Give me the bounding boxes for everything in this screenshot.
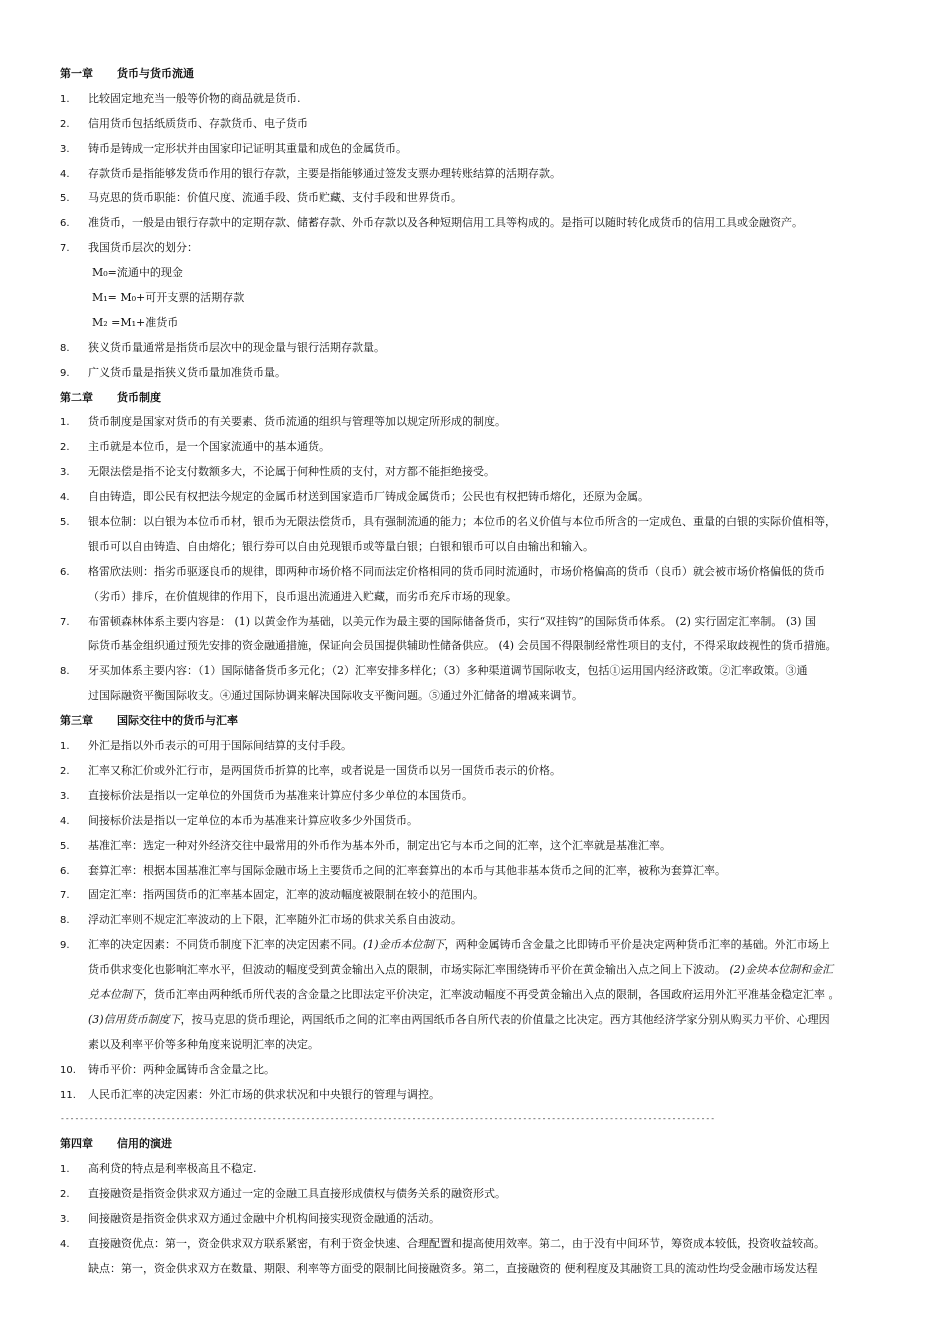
item-text: 直接融资是指资金供求双方通过一定的金融工具直接形成债权与债务关系的融资形式。	[88, 1187, 506, 1201]
item-continuation	[60, 1008, 900, 1033]
chapter-subtitle: 信用的演进	[117, 1137, 172, 1151]
item-number: 4.	[60, 815, 70, 827]
item-emphasis: (1)金币本位制下	[363, 938, 445, 952]
item-number: 6.	[60, 865, 70, 877]
item-continuation: （劣币）排斥，在价值规律的作用下，良币退出流通进入贮藏，而劣币充斥市场的现象。	[88, 589, 517, 603]
item-text: 狭义货币量通常是指货币层次中的现金量与银行活期存款量。	[88, 340, 385, 354]
item-text: 直接融资优点：第一，资金供求双方联系紧密，有利于资金快速、合理配置和提高使用效率。第二，由于没有中间环节，筹资成本较低，投资收益较高。	[88, 1236, 825, 1250]
item-continuation: 缺点：第一，资金供求双方在数量、期限、利率等方面受的限制比间接融资多。第二，直接融资的 便利程度及其融资工具的流动性均受金融市场发达程	[88, 1261, 818, 1275]
money-level-m1: M₁= M₀+可开支票的活期存款	[92, 291, 245, 305]
chapter-title: 第二章	[60, 390, 93, 404]
list-item	[60, 933, 900, 958]
list-item	[60, 659, 900, 684]
chapter-1-heading	[60, 62, 900, 87]
list-item	[60, 759, 900, 784]
item-text: 货币制度是国家对货币的有关要素、货币流通的组织与管理等加以规定所形成的制度。	[88, 415, 506, 429]
list-item	[60, 734, 900, 759]
item-text: 固定汇率：指两国货币的汇率基本固定，汇率的波动幅度被限制在较小的范围内。	[88, 888, 484, 902]
item-number: 4.	[60, 168, 70, 180]
item-number: 11.	[60, 1089, 76, 1101]
item-text: 布雷顿森林体系主要内容是： (1) 以黄金作为基础，以美元作为最主要的国际储备货币，实行“双挂钩”的国际货币体系。 (2) 实行固定汇率制。 (3) 国	[88, 614, 816, 628]
item-text: 广义货币量是指狭义货币量加准货币量。	[88, 365, 286, 379]
item-continuation: 过国际融资平衡国际收支。④通过国际协调来解决国际收支平衡问题。⑤通过外汇储备的增减来调节。	[88, 689, 583, 703]
item-text: 准货币，一般是由银行存款中的定期存款、储蓄存款、外币存款以及各种短期信用工具等构成的。是指可以随时转化成货币的信用工具或金融资产。	[88, 216, 803, 230]
item-text: 铸币是铸成一定形状并由国家印记证明其重量和成色的金属货币。	[88, 141, 407, 155]
list-item	[60, 112, 900, 137]
item-number: 3.	[60, 790, 70, 802]
item-text: 货币供求变化也影响汇率水平，但波动的幅度受到黄金输出入点的限制，市场实际汇率围绕铸币平价在黄金输出入点之间上下波动。	[88, 963, 730, 977]
list-item	[60, 908, 900, 933]
item-number: 7.	[60, 243, 70, 255]
item-text: 高利贷的特点是利率极高且不稳定.	[88, 1162, 257, 1176]
item-number: 3.	[60, 1213, 70, 1225]
list-item	[60, 610, 900, 635]
item-text: 无限法偿是指不论支付数额多大，不论属于何种性质的支付，对方都不能拒绝接受。	[88, 465, 495, 479]
item-text: 汇率又称汇价或外汇行市，是两国货币折算的比率，或者说是一国货币以另一国货币表示的价格。	[88, 763, 561, 777]
item-text: ，按马克思的货币理论，两国纸币之间的汇率由两国纸币各自所代表的价值量之比决定。西方其他经济学家分别从购买力平价、心理因	[180, 1012, 830, 1026]
item-text: 直接标价法是指以一定单位的外国货币为基准来计算应付多少单位的本国货币。	[88, 788, 473, 802]
item-text: ，两种金属铸币含金量之比即铸币平价是决定两种货币汇率的基础。外汇市场上	[444, 938, 830, 952]
item-number: 8.	[60, 666, 70, 678]
item-emphasis: 兑本位制下	[88, 987, 143, 1001]
document-page	[60, 62, 900, 1282]
item-number: 1.	[60, 417, 70, 429]
item-number: 6.	[60, 566, 70, 578]
chapter-title: 第一章	[60, 67, 93, 80]
list-item	[60, 485, 900, 510]
item-text: 人民币汇率的决定因素：外汇市场的供求状况和中央银行的管理与调控。	[88, 1087, 440, 1101]
item-number: 1.	[60, 1164, 70, 1176]
list-item	[60, 361, 900, 386]
list-item	[60, 236, 900, 261]
list-item	[60, 1232, 900, 1257]
item-number: 3.	[60, 143, 70, 155]
item-number: 7.	[60, 616, 70, 628]
item-text: 存款货币是指能够发货币作用的银行存款，主要是指能够通过签发支票办理转账结算的活期存款。	[88, 166, 561, 180]
item-number: 5.	[60, 517, 70, 529]
list-item	[60, 186, 900, 211]
item-number: 2.	[60, 118, 70, 130]
list-item	[60, 336, 900, 361]
item-text: ，货币汇率由两种纸币所代表的含金量之比即法定平价决定，汇率波动幅度不再受黄金输出入点的限制，各国政府运用外汇平准基金稳定汇率 。	[143, 987, 840, 1001]
chapter-subtitle: 货币制度	[117, 390, 161, 404]
money-level-m2: M₂ =M₁+准货币	[92, 315, 179, 329]
item-text: 浮动汇率则不规定汇率波动的上下限，汇率随外汇市场的供求关系自由波动。	[88, 913, 462, 927]
item-text: 银本位制：以白银为本位币币材，银币为无限法偿货币，具有强制流通的能力；本位币的名义价值与本位币所含的一定成色、重量的白银的实际价值相等，	[88, 515, 836, 529]
list-item	[60, 784, 900, 809]
list-item	[60, 1083, 900, 1108]
chapter-2-heading	[60, 386, 900, 411]
item-text: 外汇是指以外币表示的可用于国际间结算的支付手段。	[88, 739, 352, 753]
item-text: 汇率的决定因素：不同货币制度下汇率的决定因素不同。	[88, 938, 363, 952]
item-text: 基准汇率：选定一种对外经济交往中最常用的外币作为基本外币，制定出它与本币之间的汇率，这个汇率就是基准汇率。	[88, 838, 671, 852]
item-number: 6.	[60, 218, 70, 230]
chapter-title: 第四章	[60, 1137, 93, 1151]
item-continuation	[60, 983, 900, 1008]
item-number: 1.	[60, 93, 70, 105]
item-text: 信用货币包括纸质货币、存款货币、电子货币	[88, 116, 308, 130]
item-number: 10.	[60, 1064, 76, 1076]
item-number: 9.	[60, 940, 70, 952]
item-text: 格雷欣法则：指劣币驱逐良币的规律，即两种市场价格不同而法定价格相同的货币同时流通时，市场价格偏高的货币（良币）就会被市场价格偏低的货币	[88, 564, 825, 578]
list-item	[60, 1058, 900, 1083]
list-item	[60, 834, 900, 859]
item-text: 套算汇率：根据本国基准汇率与国际金融市场上主要货币之间的汇率套算出的本币与其他非基本货币之间的汇率，被称为套算汇率。	[88, 863, 726, 877]
item-emphasis: (3)信用货币制度下	[88, 1012, 181, 1026]
item-number: 4.	[60, 492, 70, 504]
list-item	[60, 560, 900, 585]
item-emphasis: (2)金块本位制和金汇	[729, 963, 834, 977]
item-number: 2.	[60, 765, 70, 777]
list-item	[60, 1207, 900, 1232]
money-level-m0: M₀=流通中的现金	[92, 266, 183, 280]
item-text: 间接融资是指资金供求双方通过金融中介机构间接实现资金融通的活动。	[88, 1211, 440, 1225]
item-continuation	[60, 958, 900, 983]
item-continuation: 际货币基金组织通过预先安排的资金融通措施，保证向会员国提供辅助性储备供应。 (4) 会员国不得限制经常性项目的支付，不得采取歧视性的货币措施。	[88, 639, 837, 653]
item-number: 2.	[60, 1189, 70, 1201]
list-item	[60, 1157, 900, 1182]
list-item	[60, 510, 900, 535]
list-item	[60, 859, 900, 884]
list-item	[60, 211, 900, 236]
list-item	[60, 1182, 900, 1207]
item-text: 间接标价法是指以一定单位的本币为基准来计算应收多少外国货币。	[88, 813, 418, 827]
chapter-title: 第三章	[60, 714, 93, 728]
chapter-subtitle: 货币与货币流通	[117, 67, 194, 80]
dashed-separator: ----------------------------------------------------------------------------------------------------------------------------------------	[60, 1114, 716, 1124]
list-item	[60, 162, 900, 187]
item-number: 5.	[60, 193, 70, 205]
item-number: 3.	[60, 467, 70, 479]
item-number: 1.	[60, 741, 70, 753]
item-text: 比较固定地充当一般等价物的商品就是货币.	[88, 91, 301, 105]
list-item	[60, 137, 900, 162]
item-number: 2.	[60, 442, 70, 454]
list-item	[60, 410, 900, 435]
chapter-subtitle: 国际交往中的货币与汇率	[117, 714, 238, 728]
chapter-4-heading	[60, 1132, 900, 1157]
item-number: 8.	[60, 915, 70, 927]
item-text: 我国货币层次的划分：	[88, 241, 198, 255]
item-text: 牙买加体系主要内容：（1）国际储备货币多元化；（2）汇率安排多样化；（3）多种渠道调节国际收支，包括①运用国内经济政策。②汇率政策。③通	[88, 664, 808, 678]
chapter-3-heading	[60, 709, 900, 734]
item-text: 主币就是本位币，是一个国家流通中的基本通货。	[88, 440, 330, 454]
item-number: 9.	[60, 367, 70, 379]
item-number: 4.	[60, 1238, 70, 1250]
list-item	[60, 809, 900, 834]
list-item	[60, 87, 900, 112]
item-number: 8.	[60, 342, 70, 354]
item-text: 马克思的货币职能：价值尺度、流通手段、货币贮藏、支付手段和世界货币。	[88, 191, 462, 205]
list-item	[60, 883, 900, 908]
list-item	[60, 460, 900, 485]
item-continuation: 银币可以自由铸造、自由熔化；银行券可以自由兑现银币或等量白银；白银和银币可以自由输出和输入。	[88, 539, 594, 553]
item-continuation: 素以及利率平价等多种角度来说明汇率的决定。	[88, 1037, 319, 1051]
item-text: 铸币平价：两种金属铸币含金量之比。	[88, 1062, 275, 1076]
list-item	[60, 435, 900, 460]
item-text: 自由铸造，即公民有权把法今规定的金属币材送到国家造币厂铸成金属货币；公民也有权把铸币熔化，还原为金属。	[88, 490, 649, 504]
item-number: 7.	[60, 890, 70, 902]
item-number: 5.	[60, 840, 70, 852]
